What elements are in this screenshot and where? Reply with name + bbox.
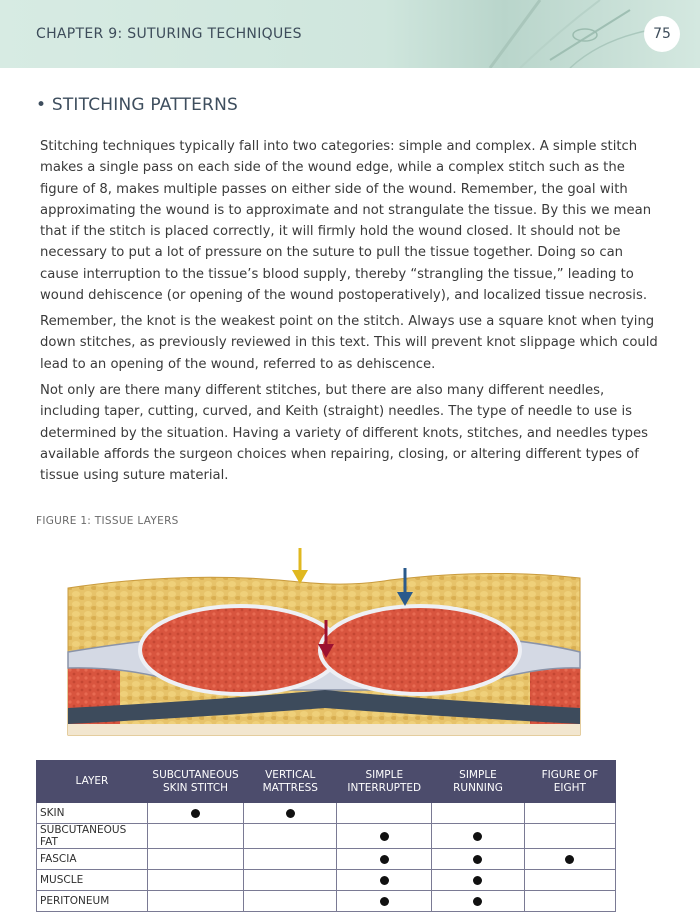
check-dot-icon [191, 809, 200, 818]
chapter-header [0, 0, 700, 68]
table-cell [244, 849, 337, 870]
table-row [37, 824, 616, 849]
check-dot-icon [380, 832, 389, 841]
column-header: SIMPLE RUNNING [432, 761, 524, 803]
table-cell [337, 891, 432, 912]
paragraph: Remember, the knot is the weakest point on the stitch. Always use a square knot when tying down stitches, as previously reviewed in this text. This will prevent knot slippage which could lead to an opening of the wound, referred to as dehiscence. [40, 314, 658, 372]
table-cell [147, 891, 243, 912]
tissue-layers-figure [60, 540, 590, 740]
column-header: FIGURE OF EIGHT [524, 761, 615, 803]
check-dot-icon [473, 897, 482, 906]
paragraph: Not only are there many different stitches, but there are also many different needles, including taper, cutting, curved, and Keith (straight) needles. The type of needle to use is determined by the situation. Having a variety of different knots, stitches, and needles types available affords the surgeon choices when repairing, closing, or altering different types of tissue using suture material. [40, 383, 648, 484]
column-header: SIMPLE INTERRUPTED [337, 761, 432, 803]
table-row [37, 891, 616, 912]
check-dot-icon [380, 897, 389, 906]
muscle-belly-left [140, 606, 340, 694]
arrow-skin-icon [292, 548, 308, 584]
table-cell [337, 849, 432, 870]
table-cell [432, 803, 524, 824]
check-dot-icon [473, 876, 482, 885]
table-cell [432, 849, 524, 870]
table-cell [432, 824, 524, 849]
table-cell [244, 870, 337, 891]
check-dot-icon [473, 855, 482, 864]
row-layer-label: PERITONEUM [37, 891, 148, 912]
table-cell [244, 803, 337, 824]
table-header-row [37, 761, 616, 803]
table-cell [524, 870, 615, 891]
muscle-belly-right [320, 606, 520, 694]
table-cell [524, 803, 615, 824]
check-dot-icon [380, 855, 389, 864]
table-row [37, 803, 616, 824]
figure-caption: FIGURE 1: TISSUE LAYERS [36, 515, 179, 527]
stitch-layer-table [36, 760, 616, 912]
table-cell [524, 849, 615, 870]
column-header: SUBCUTANEOUS SKIN STITCH [147, 761, 243, 803]
table-cell [524, 824, 615, 849]
column-header: VERTICAL MATTRESS [244, 761, 337, 803]
row-layer-label: FASCIA [37, 849, 148, 870]
table-row [37, 870, 616, 891]
check-dot-icon [565, 855, 574, 864]
table-cell [147, 824, 243, 849]
table-cell [147, 849, 243, 870]
table-cell [147, 870, 243, 891]
section-title: • STITCHING PATTERNS [36, 95, 238, 115]
table-cell [337, 870, 432, 891]
table-cell [432, 870, 524, 891]
row-layer-label: SKIN [37, 803, 148, 824]
table-cell [337, 803, 432, 824]
table-cell [147, 803, 243, 824]
table-row [37, 849, 616, 870]
column-header-layer: LAYER [37, 761, 148, 803]
row-layer-label: SUBCUTANEOUS FAT [37, 824, 148, 849]
table-cell [432, 891, 524, 912]
chapter-title: CHAPTER 9: SUTURING TECHNIQUES [36, 26, 302, 42]
table-cell [524, 891, 615, 912]
paragraph: Stitching techniques typically fall into two categories: simple and complex. A simple stitch makes a single pass on each side of the wound edge, while a complex stitch such as the figure of 8, makes multiple passes on either side of the wound. Remember, the goal with approximating the wound is to approximate and not strangulate the tissue. By this we mean that if the stitch is placed correctly, it will firmly hold the wound closed. It should not be necessary to put a lot of pressure on the suture to pull the tissue together. Doing so can cause interruption to the tissue’s blood supply, thereby “strangling the tissue,” leading to wound dehiscence (or opening of the wound postoperatively), and localized tissue necrosis. [40, 139, 652, 304]
table-cell [337, 824, 432, 849]
page-number: 75 [644, 16, 680, 52]
row-layer-label: MUSCLE [37, 870, 148, 891]
table-cell [244, 824, 337, 849]
check-dot-icon [380, 876, 389, 885]
suture-instrument-illustration [480, 0, 660, 68]
check-dot-icon [286, 809, 295, 818]
table-cell [244, 891, 337, 912]
check-dot-icon [473, 832, 482, 841]
